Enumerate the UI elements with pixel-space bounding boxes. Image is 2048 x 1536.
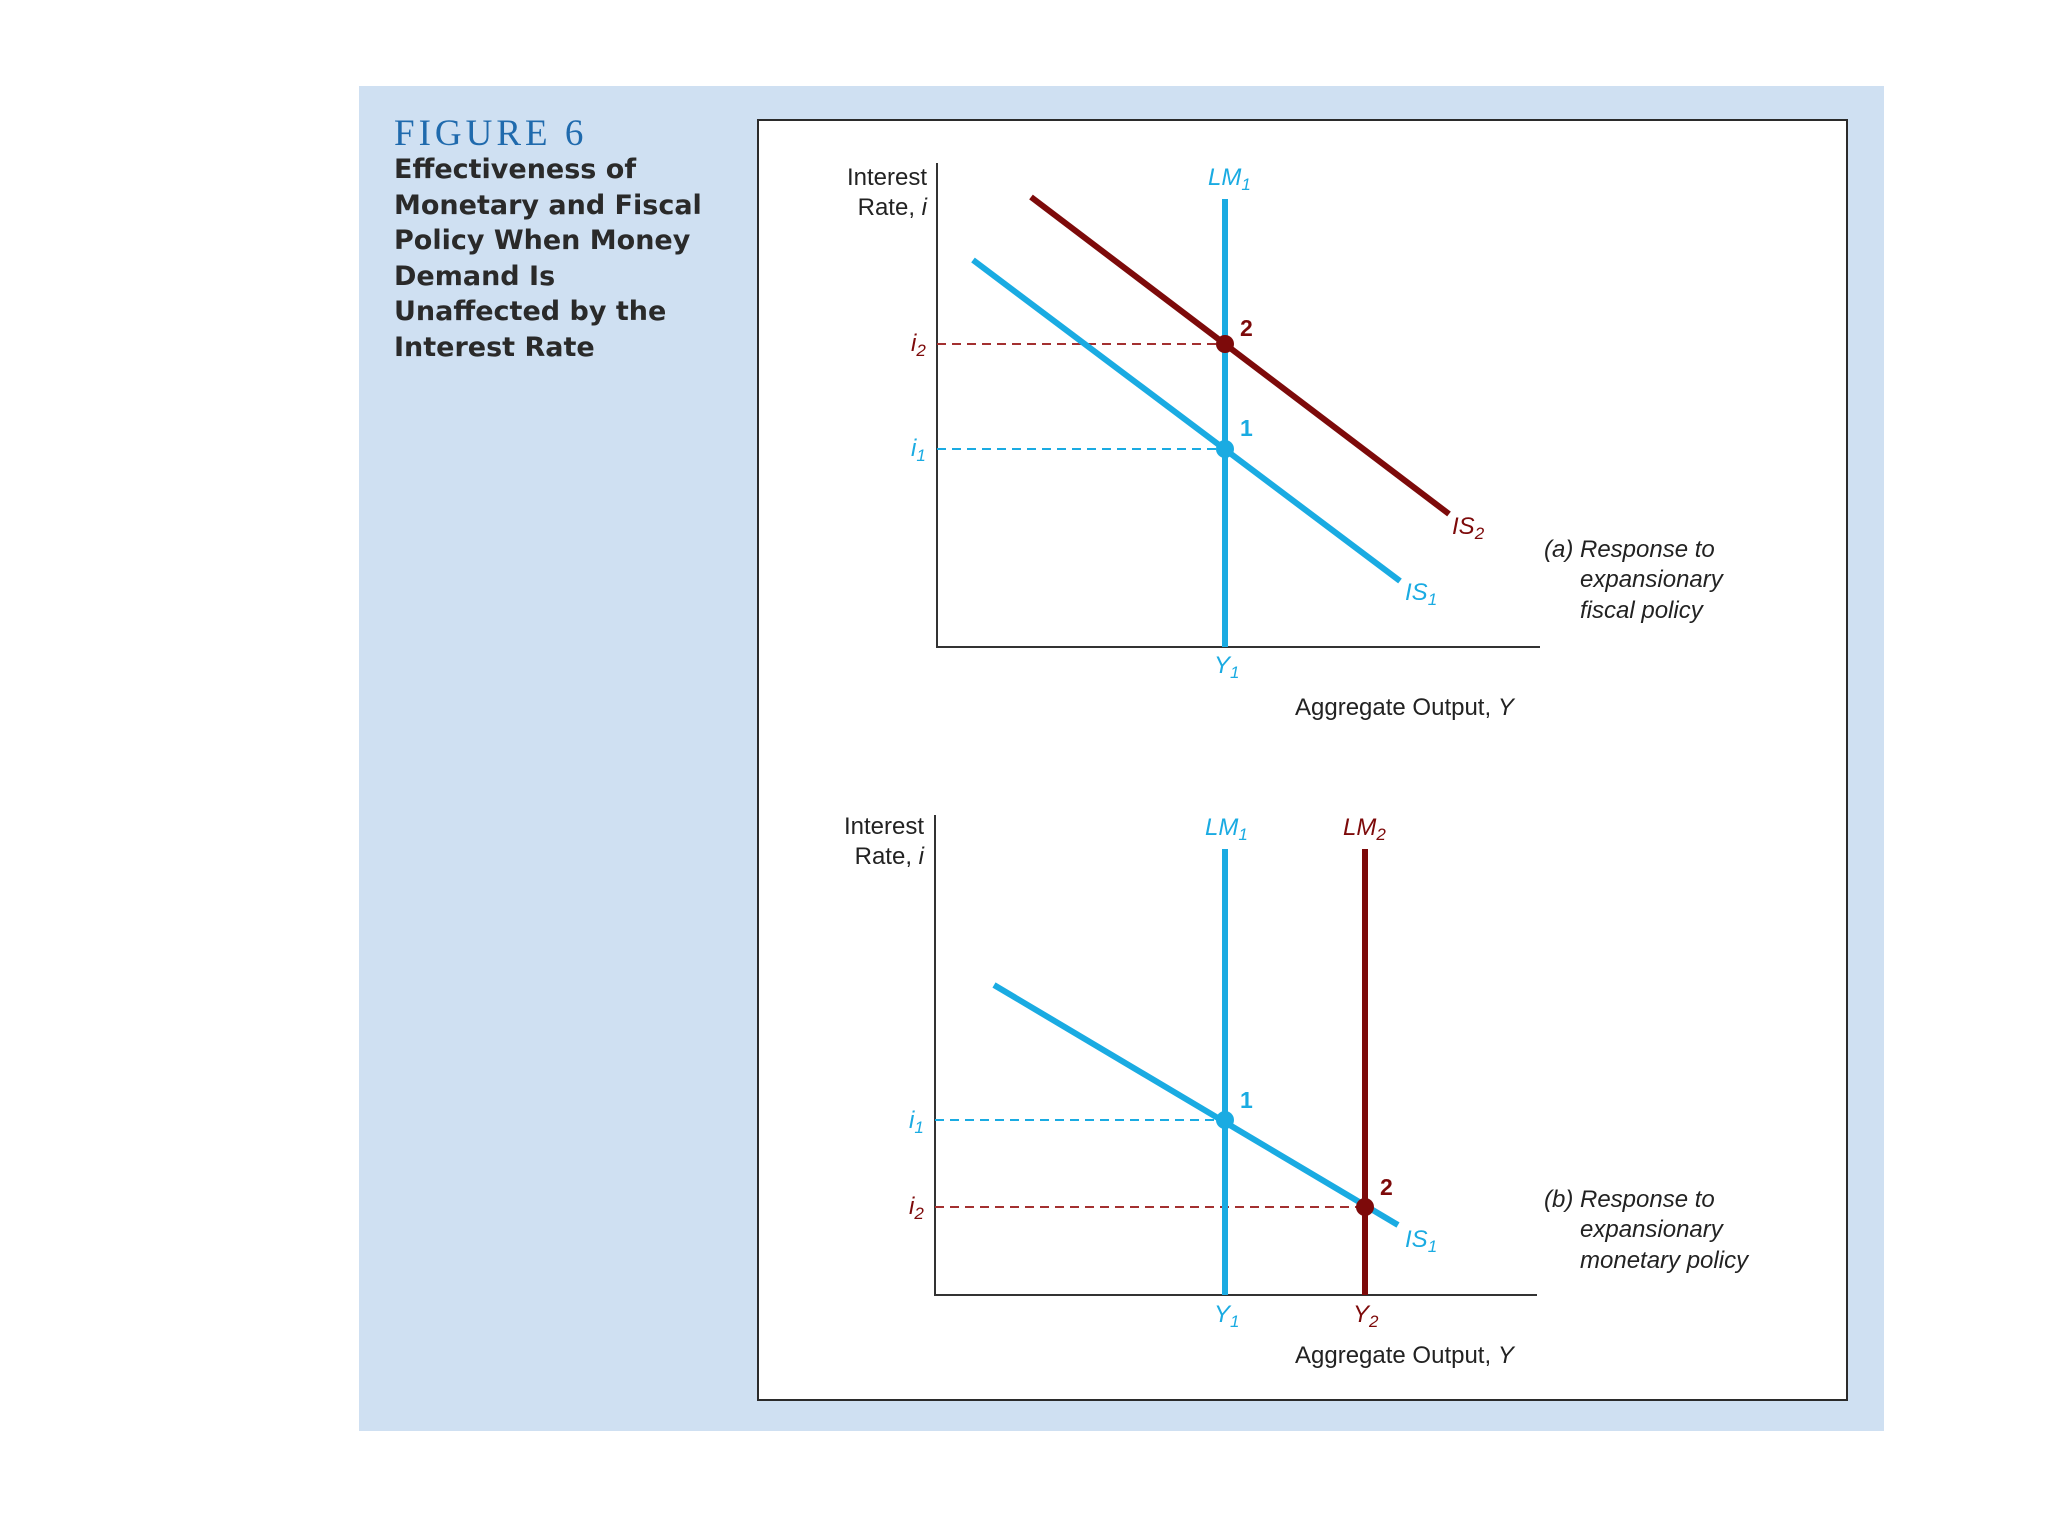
panel-a-y-axis-title-line2: Rate, i [857, 194, 927, 221]
panel-b-y-axis-title-line2: Rate, i [854, 843, 924, 870]
panel-b [844, 813, 1750, 1369]
panel-b-x-axis-title: Aggregate Output, Y [1295, 1342, 1514, 1369]
panel-b-point-1 [1216, 1111, 1234, 1129]
panel-a-point-2 [1216, 335, 1234, 353]
panel-a-point-1-label: 1 [1240, 415, 1253, 441]
panel-a-point-2-label: 2 [1240, 315, 1253, 341]
panel-b-is1-curve [994, 985, 1398, 1225]
panel-a-i2-label: $i_2$ [911, 330, 926, 360]
panel-b-is1-label: $IS_1$ [1405, 1226, 1438, 1256]
panel-b-axes [935, 815, 1537, 1295]
panel-a-is1-curve [973, 260, 1400, 581]
panel-a-y-axis-title-line1: Interest [846, 164, 927, 191]
chart-frame [757, 119, 1848, 1401]
panel-b-caption-line2: expansionary [1580, 1216, 1723, 1243]
figure-number: FIGURE 6 [394, 113, 588, 154]
panel-b-point-2-label: 2 [1380, 1174, 1393, 1200]
panel-b-y2-label: $Y_2$ [1353, 1301, 1379, 1331]
panel-a-is1-label: $IS_1$ [1405, 579, 1438, 609]
panel-a-i1-label: $i_1$ [911, 435, 926, 465]
panel-a-is2-label: $IS_2$ [1452, 513, 1485, 543]
panel-a-caption-line1: (a) Response to [1544, 536, 1715, 563]
panel-b-i2-label: $i_2$ [909, 1193, 924, 1223]
diagram-svg [759, 121, 1846, 1399]
panel-b-y1-label: $Y_1$ [1214, 1301, 1240, 1331]
panel-a-axes [937, 163, 1540, 647]
panel-a-lm1-label: $LM_1$ [1208, 164, 1251, 194]
panel-a [847, 163, 1725, 721]
panel-b-y-axis-title-line1: Interest [843, 813, 924, 840]
panel-a-is2-curve [1031, 197, 1449, 514]
panel-a-x-axis-title: Aggregate Output, Y [1295, 694, 1514, 721]
panel-a-y1-label: $Y_1$ [1214, 652, 1240, 682]
panel-a-point-1 [1216, 440, 1234, 458]
panel-a-caption-line3: fiscal policy [1580, 597, 1703, 624]
figure-title: Effectiveness of Monetary and Fiscal Policy When Money Demand Is Unaffected by the Interest Rate [394, 154, 702, 363]
panel-b-i1-label: $i_1$ [909, 1107, 924, 1137]
panel-b-point-2 [1356, 1198, 1374, 1216]
panel-a-caption-line2: expansionary [1580, 566, 1723, 593]
panel-b-lm2-label: $LM_2$ [1343, 814, 1386, 844]
panel-b-point-1-label: 1 [1240, 1087, 1253, 1113]
panel-b-caption-line1: (b) Response to [1544, 1186, 1715, 1213]
panel-b-lm1-label: $LM_1$ [1205, 814, 1248, 844]
panel-b-caption-line3: monetary policy [1580, 1247, 1749, 1274]
